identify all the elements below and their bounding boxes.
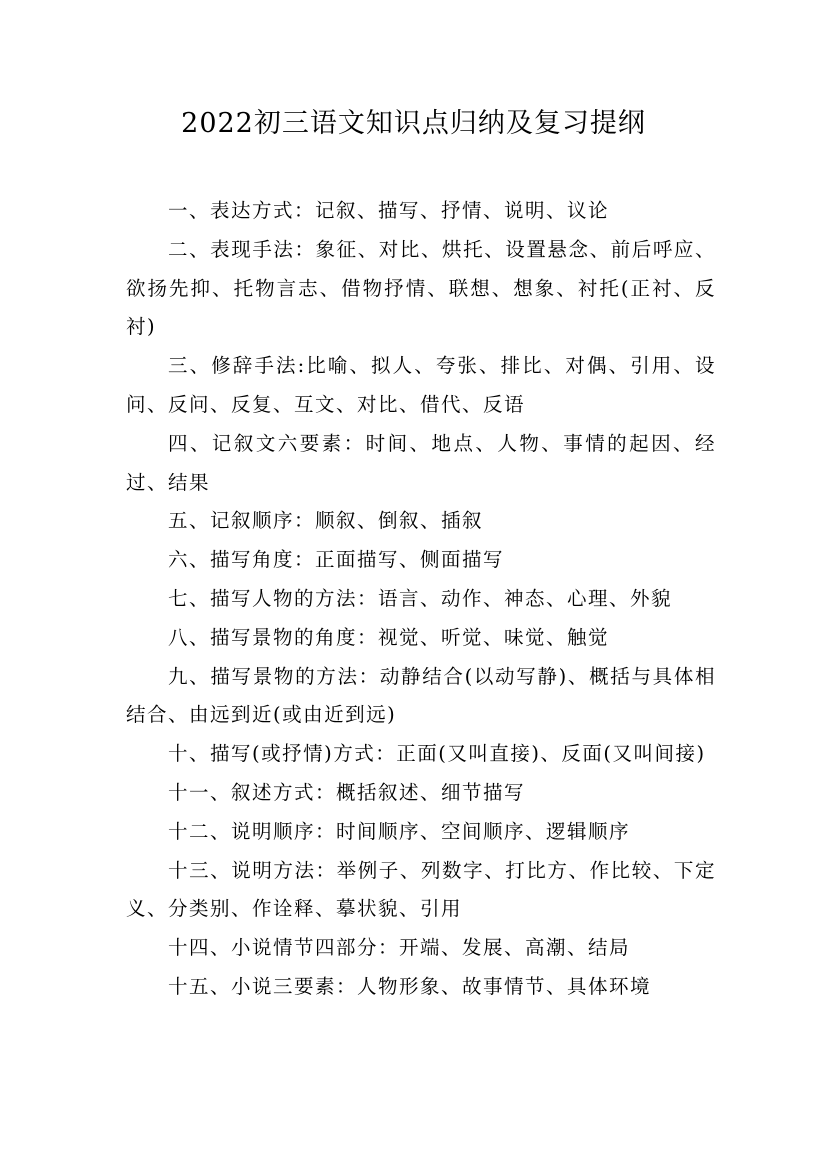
paragraph-5: 五、记叙顺序：顺叙、倒叙、插叙	[168, 509, 484, 533]
paragraph-12: 十二、说明顺序：时间顺序、空间顺序、逻辑顺序	[168, 819, 631, 843]
paragraph-10: 十、描写(或抒情)方式：正面(又叫直接)、反面(又叫间接)	[168, 742, 706, 766]
paragraph-13: 十三、说明方法：举例子、列数字、打比方、作比较、下定义、分类别、作诠释、摹状貌、引用	[126, 858, 716, 921]
document-body	[126, 192, 716, 1007]
paragraph-2: 二、表现手法：象征、对比、烘托、设置悬念、前后呼应、欲扬先抑、托物言志、借物抒情、联想、想象、衬托(正衬、反衬)	[126, 237, 716, 339]
paragraph-14: 十四、小说情节四部分：开端、发展、高潮、结局	[168, 936, 631, 960]
paragraph-6: 六、描写角度：正面描写、侧面描写	[168, 548, 505, 572]
paragraph-7: 七、描写人物的方法：语言、动作、神态、心理、外貌	[168, 586, 673, 610]
paragraph-4: 四、记叙文六要素：时间、地点、人物、事情的起因、经过、结果	[126, 431, 716, 494]
paragraph-9: 九、描写景物的方法：动静结合(以动写静)、概括与具体相结合、由远到近(或由近到远)	[126, 664, 716, 727]
paragraph-3: 三、修辞手法:比喻、拟人、夸张、排比、对偶、引用、设问、反问、反复、互文、对比、借代、反语	[126, 354, 716, 416]
paragraph-1: 一、表达方式：记叙、描写、抒情、说明、议论	[168, 199, 610, 222]
document-title: 2022初三语文知识点归纳及复习提纲	[181, 108, 646, 139]
paragraph-11: 十一、叙述方式：概括叙述、细节描写	[168, 780, 526, 804]
paragraph-15: 十五、小说三要素：人物形象、故事情节、具体环境	[168, 974, 652, 998]
paragraph-8: 八、描写景物的角度：视觉、听觉、味觉、触觉	[168, 625, 610, 649]
